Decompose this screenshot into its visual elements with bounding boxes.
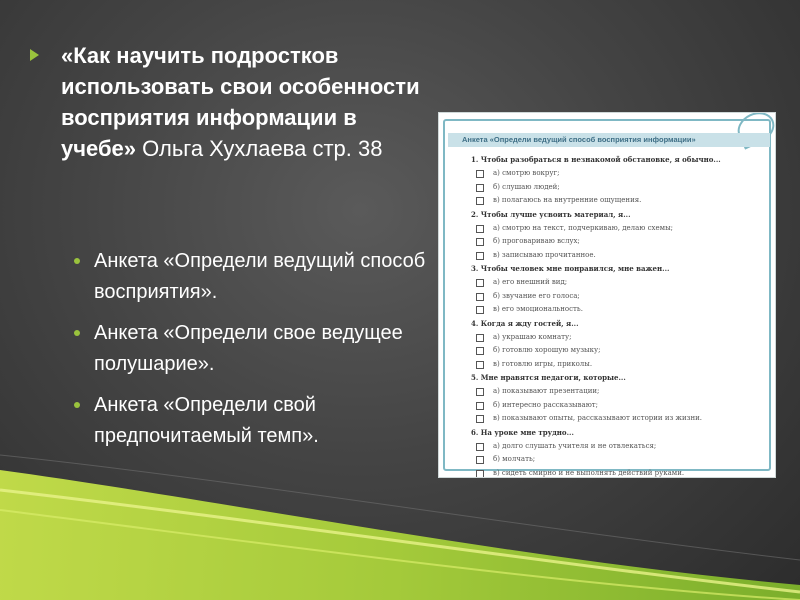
answer-option-text: б) молчать; [493,455,536,463]
answer-option-text: а) его внешний вид; [493,278,568,286]
bullet-dot-icon [74,402,80,408]
author-and-page: Ольга Хухлаева стр. 38 [136,136,383,161]
answer-option [471,290,771,304]
list-item-text: Анкета «Определи свое ведущее полушарие». [94,322,403,375]
checkbox-icon [476,456,484,464]
answer-option [471,440,771,454]
question-heading: 1. Чтобы разобраться в незнакомой обстановке, я обычно... [471,155,721,164]
question-heading: 3. Чтобы человек мне понравился, мне важен... [471,264,670,273]
list-item [74,246,429,308]
checkbox-icon [476,306,484,314]
answer-option [471,181,771,195]
answer-option-text: а) долго слушать учителя и не отвлекаться; [493,441,657,450]
answer-option-text: в) показывают опыты, рассказывают истории из жизни. [493,414,703,422]
answer-option [471,222,771,236]
sheet-frame [443,119,771,477]
answer-option [471,467,771,479]
answer-option [471,167,771,181]
checkbox-icon [476,225,484,233]
arrow-bullet-icon [30,49,39,61]
answer-option [471,412,771,426]
answer-option-text: б) интересно рассказывают; [493,400,599,409]
checkbox-icon [476,170,484,178]
checkbox-icon [476,443,484,451]
checkbox-icon [476,415,484,423]
checkbox-icon [476,184,484,192]
answer-option-text: а) украшаю комнату; [493,332,572,341]
answer-option-text: в) полагаюсь на внутренние ощущения. [493,196,642,204]
question-heading: 4. Когда я жду гостей, я... [471,318,579,328]
questionnaire-image [438,112,776,478]
checkbox-icon [476,470,484,478]
answer-option-text: в) готовлю игры, приколы. [493,359,593,368]
answer-option [471,358,771,372]
answer-option-text: а) показывают презентации; [493,387,600,395]
main-bullet-text [61,40,425,164]
answer-option [471,249,771,263]
answer-option [471,235,771,249]
answer-option [471,399,771,413]
answer-option [471,276,771,290]
answer-option [471,385,771,399]
list-item [74,390,429,452]
checkbox-icon [476,402,484,410]
book-title: «Как научить подростков использовать свои особенности восприятия информации в учебе» [61,43,420,161]
checkbox-icon [476,252,484,260]
main-bullet [30,40,425,164]
answer-option [471,344,771,358]
answer-option-text: б) звучание его голоса; [493,291,580,300]
answer-option-text: б) готовлю хорошую музыку; [493,346,601,354]
answer-option-text: б) слушаю людей; [493,182,560,191]
checkbox-icon [476,361,484,369]
bullet-dot-icon [74,330,80,336]
answer-option [471,331,771,345]
checkbox-icon [476,279,484,287]
answer-option-text: в) его эмоциональность. [493,305,583,313]
question-heading: 5. Мне нравятся педагоги, которые... [471,373,626,382]
checkbox-icon [476,334,484,342]
checkbox-icon [476,293,484,301]
bullet-dot-icon [74,258,80,264]
answer-option-text: а) смотрю на текст, подчеркиваю, делаю схемы; [493,223,673,232]
questions-list [471,153,771,478]
answer-option-text: в) записываю прочитанное. [493,250,596,259]
checkbox-icon [476,238,484,246]
list-item [74,318,429,380]
answer-option [471,453,771,467]
answer-option-text: в) сидеть смирно и не выполнять действий руками. [493,468,685,477]
answer-option-text: а) смотрю вокруг; [493,169,560,177]
list-item-text: Анкета «Определи свой предпочитаемый темп». [94,394,319,447]
checkbox-icon [476,347,484,355]
list-item-text: Анкета «Определи ведущий способ восприятия». [94,250,426,303]
checkbox-icon [476,388,484,396]
question-heading: 6. На уроке мне трудно... [471,427,574,437]
questionnaire-list [74,246,429,462]
answer-option [471,303,771,317]
checkbox-icon [476,197,484,205]
answer-option-text: б) проговариваю вслух; [493,237,580,245]
answer-option [471,194,771,208]
question-heading: 2. Чтобы лучше усвоить материал, я... [471,209,631,219]
questionnaire-title: Анкета «Определи ведущий способ восприятия информации» [448,133,770,147]
